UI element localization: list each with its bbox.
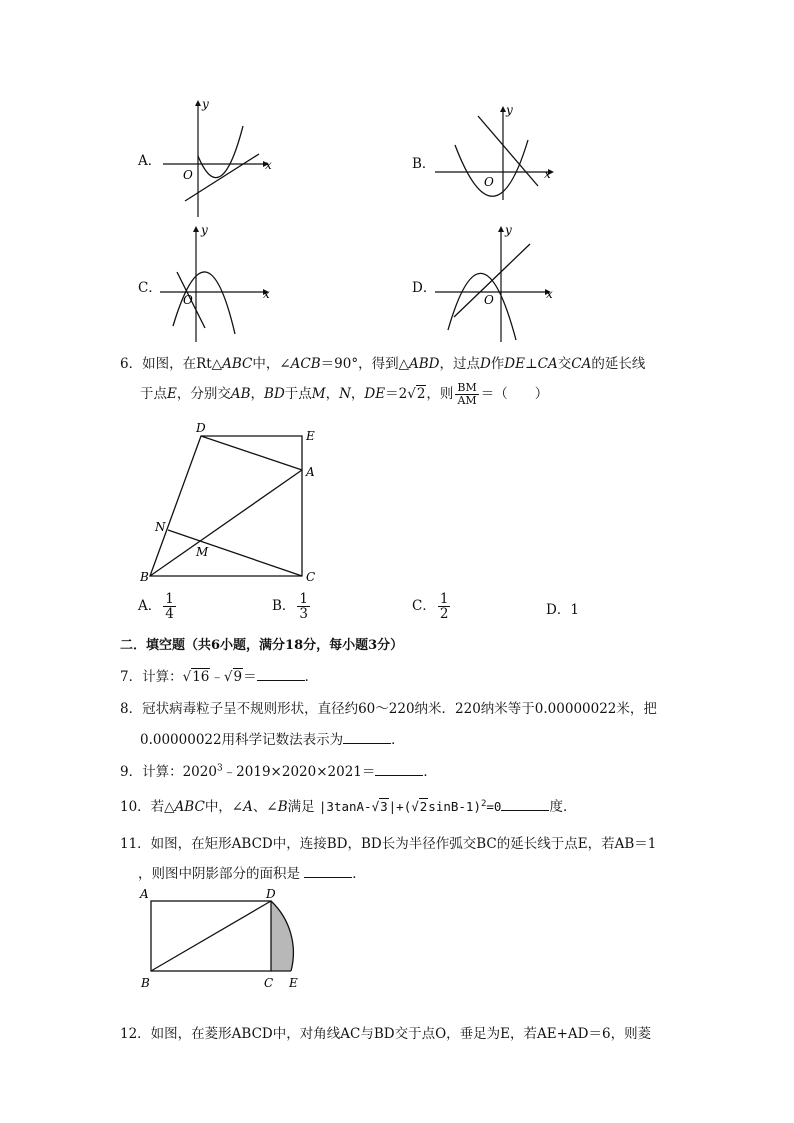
answer-blank[interactable] bbox=[257, 668, 305, 681]
graph-b bbox=[410, 100, 560, 200]
q6-line-1: 6．如图，在Rt△ABC中，∠ACB＝90°，得到△ABD，过点D作DE⊥CA交CA的延长线 bbox=[120, 356, 646, 372]
q8-line-1: 8．冠状病毒粒子呈不规则形状，直径约60～220纳米．220纳米等于0.00000022米，把 bbox=[120, 701, 657, 717]
graph-c bbox=[135, 222, 275, 344]
label-b: B bbox=[141, 976, 150, 990]
label-c: C bbox=[264, 976, 274, 990]
axis-y: y bbox=[506, 103, 513, 117]
q5-option-a[interactable] bbox=[135, 96, 275, 221]
answer-blank[interactable] bbox=[375, 763, 423, 776]
q11-figure bbox=[138, 884, 313, 994]
label-a: A bbox=[306, 465, 315, 479]
label-e: E bbox=[306, 429, 315, 443]
q6-choice-d[interactable]: D．1 bbox=[546, 602, 579, 618]
answer-blank[interactable] bbox=[343, 731, 391, 744]
q12-line-1: 12．如图，在菱形ABCD中，对角线AC与BD交于点O，垂足为E，若AE+AD＝6，则菱 bbox=[120, 1026, 652, 1042]
q11-line-1: 11．如图，在矩形ABCD中，连接BD，BD长为半径作弧交BC的延长线于点E，若AB＝1 bbox=[120, 836, 657, 852]
option-letter: B． bbox=[412, 156, 436, 172]
q6-choice-a[interactable]: A． $\frac{1}{4}$ bbox=[138, 591, 174, 623]
q5-option-c[interactable] bbox=[135, 222, 275, 344]
label-e: E bbox=[289, 976, 298, 990]
label-a: A bbox=[140, 887, 149, 901]
label-b: B bbox=[140, 570, 149, 584]
q7: 7．计算：√16﹣√9＝ ． bbox=[120, 669, 319, 685]
q6-figure bbox=[138, 418, 328, 588]
section-heading: 二．填空题（共6小题，满分18分，每小题3分） bbox=[120, 638, 404, 653]
graph-a bbox=[135, 96, 275, 221]
q6-fraction: $\frac{BM}{AM}$ bbox=[457, 381, 477, 407]
option-letter: C． bbox=[138, 280, 162, 296]
q6-choice-b[interactable]: B． $\frac{1}{3}$ bbox=[272, 591, 309, 623]
option-letter: D． bbox=[412, 280, 437, 296]
label-m: M bbox=[196, 545, 209, 559]
axis-y: y bbox=[505, 223, 512, 237]
axis-x: x bbox=[265, 158, 272, 172]
axis-x: x bbox=[546, 287, 553, 301]
answer-blank[interactable] bbox=[304, 865, 352, 878]
axis-x: x bbox=[544, 167, 551, 181]
axis-y: y bbox=[201, 223, 208, 237]
q5-option-b[interactable] bbox=[410, 100, 560, 200]
axis-x: x bbox=[263, 287, 270, 301]
option-letter: A． bbox=[138, 153, 162, 169]
origin: O bbox=[183, 168, 193, 182]
graph-d bbox=[410, 222, 560, 344]
axis-y: y bbox=[202, 97, 209, 111]
origin: O bbox=[183, 293, 193, 307]
origin: O bbox=[484, 293, 494, 307]
label-d: D bbox=[196, 421, 206, 435]
q9: 9．计算：$2020^3﹣2019\times 2020\times 2021=$ ． bbox=[120, 763, 437, 780]
origin: O bbox=[484, 175, 494, 189]
q6-line-2: 于点E，分别交AB，BD于点M，N，DE＝2√2，则 $\frac{BM}{AM}$ ＝（ ） bbox=[140, 381, 549, 407]
q8-line-2: 0.00000022用科学记数法表示为 ． bbox=[140, 732, 405, 748]
label-n: N bbox=[155, 520, 166, 534]
label-c: C bbox=[306, 570, 316, 584]
q10: 10．若△ABC中，∠A、∠B满足 $|3\tan A-√3|+(√2\sin B-1)^2=0$ 度． bbox=[120, 798, 577, 815]
q5-option-d[interactable] bbox=[410, 222, 560, 344]
label-d: D bbox=[266, 887, 276, 901]
q11-line-2: ，则图中阴影部分的面积是 ． bbox=[138, 866, 366, 882]
answer-blank[interactable] bbox=[501, 798, 549, 811]
q6-choice-c[interactable]: C． $\frac{1}{2}$ bbox=[412, 591, 449, 623]
